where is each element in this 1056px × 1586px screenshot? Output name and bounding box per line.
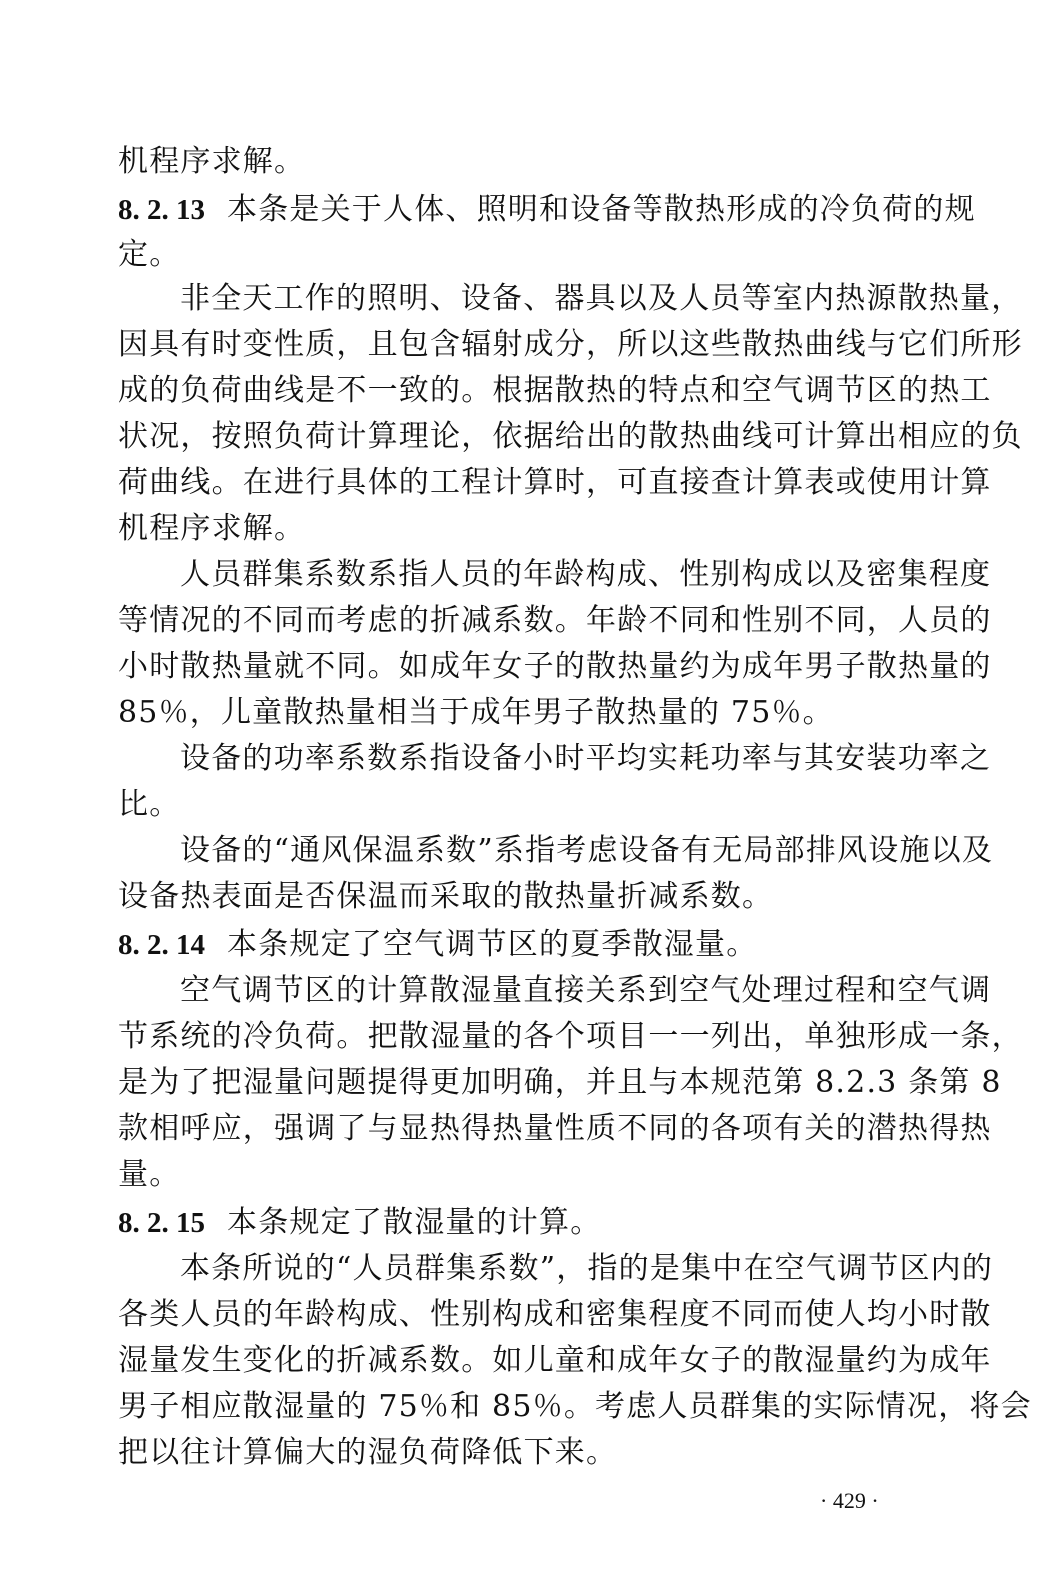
text-line: 节系统的冷负荷。把散湿量的各个项目一一列出，单独形成一条， <box>118 1019 1023 1054</box>
section-title: 本条是关于人体、照明和设备等散热形成的冷负荷的规 <box>227 192 976 227</box>
section-title: 本条规定了散湿量的计算。 <box>227 1205 602 1240</box>
text-line: 小时散热量就不同。如成年女子的散热量约为成年男子散热量的 <box>118 649 992 684</box>
paragraph-first-line: 人员群集系数系指人员的年龄构成、性别构成以及密集程度 <box>180 557 992 592</box>
text-line: 把以往计算偏大的湿负荷降低下来。 <box>118 1435 618 1470</box>
text-line: 机程序求解。 <box>118 511 306 546</box>
section-number: 8. 2. 13 <box>118 194 205 226</box>
text-line: 男子相应散湿量的 75％和 85％。考虑人员群集的实际情况，将会 <box>118 1389 1032 1424</box>
text-line: 款相呼应，强调了与显热得热量性质不同的各项有关的潜热得热 <box>118 1111 992 1146</box>
paragraph-first-line: 本条所说的“人员群集系数”，指的是集中在空气调节区内的 <box>180 1251 994 1286</box>
paragraph-first-line: 空气调节区的计算散湿量直接关系到空气处理过程和空气调 <box>180 973 992 1008</box>
text-line: 85％，儿童散热量相当于成年男子散热量的 75％。 <box>118 695 834 730</box>
text-line: 比。 <box>118 787 181 822</box>
paragraph-first-line: 设备的功率系数系指设备小时平均实耗功率与其安装功率之 <box>180 741 992 776</box>
text-line: 湿量发生变化的折减系数。如儿童和成年女子的散湿量约为成年 <box>118 1343 992 1378</box>
text-line: 等情况的不同而考虑的折减系数。年龄不同和性别不同，人员的 <box>118 603 992 638</box>
text-line: 定。 <box>118 237 181 272</box>
text-line: 因具有时变性质，且包含辐射成分，所以这些散热曲线与它们所形 <box>118 327 1023 362</box>
text-line: 各类人员的年龄构成、性别构成和密集程度不同而使人均小时散 <box>118 1297 992 1332</box>
page-number: · 429 · <box>820 1488 879 1513</box>
section-title: 本条规定了空气调节区的夏季散湿量。 <box>227 927 758 962</box>
text-line: 是为了把湿量问题提得更加明确，并且与本规范第 8.2.3 条第 8 <box>118 1065 1002 1100</box>
text-line: 机程序求解。 <box>118 144 306 179</box>
text-line: 状况，按照负荷计算理论，依据给出的散热曲线可计算出相应的负 <box>118 419 1023 454</box>
paragraph-first-line: 设备的“通风保温系数”系指考虑设备有无局部排风设施以及 <box>180 833 994 868</box>
text-line: 成的负荷曲线是不一致的。根据散热的特点和空气调节区的热工 <box>118 373 992 408</box>
section-heading-8-2-14 <box>118 926 938 964</box>
paragraph-first-line: 非全天工作的照明、设备、器具以及人员等室内热源散热量， <box>180 281 1023 316</box>
text-line: 量。 <box>118 1157 181 1192</box>
text-line: 荷曲线。在进行具体的工程计算时，可直接查计算表或使用计算 <box>118 465 992 500</box>
section-number: 8. 2. 15 <box>118 1207 205 1239</box>
section-number: 8. 2. 14 <box>118 929 205 961</box>
section-heading-8-2-15 <box>118 1204 938 1242</box>
section-heading-8-2-13 <box>118 191 976 229</box>
text-line: 设备热表面是否保温而采取的散热量折减系数。 <box>118 879 774 914</box>
